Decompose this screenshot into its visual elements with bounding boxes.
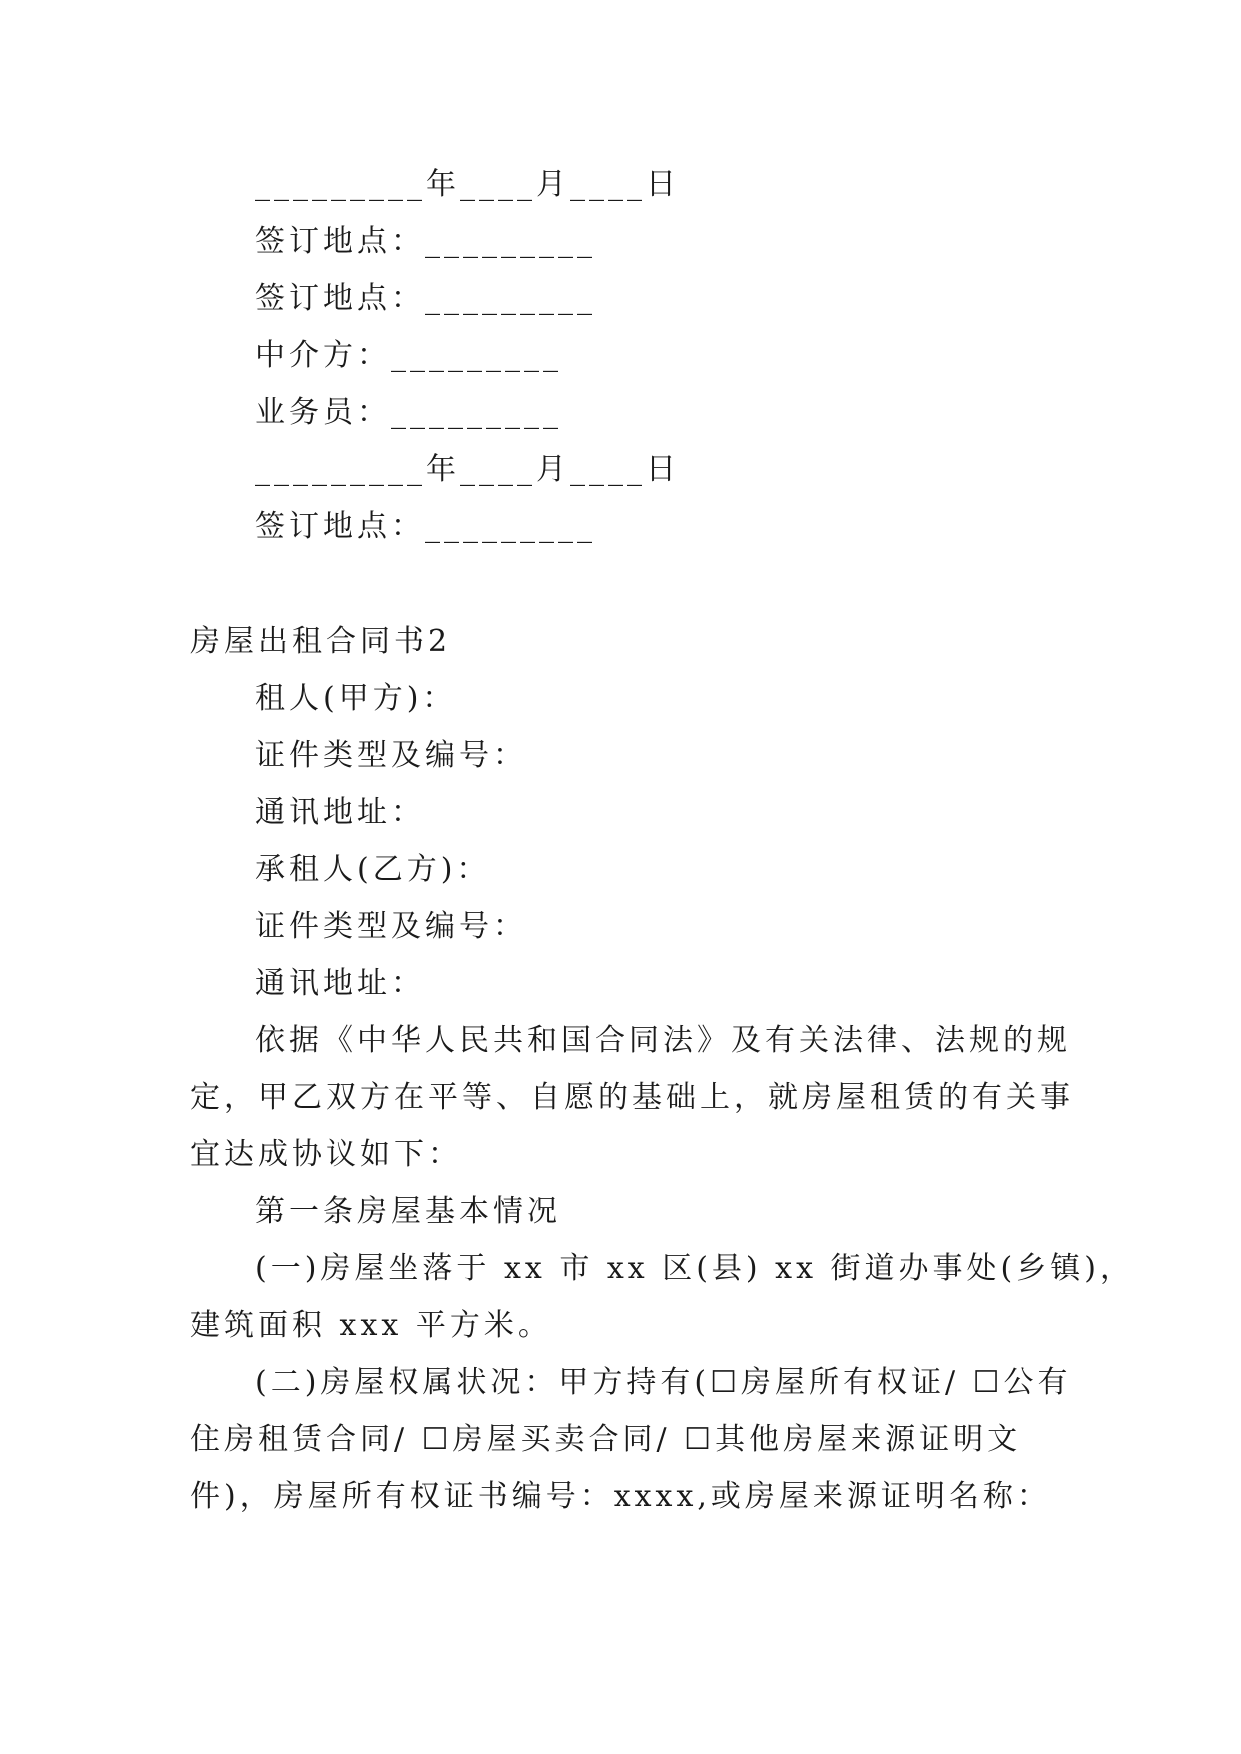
agency-line: 中介方：_________ (255, 338, 562, 373)
intro-paragraph-line: 依据《中华人民共和国合同法》及有关法律、法规的规 (255, 1023, 1071, 1058)
contract-title: 房屋出租合同书2 (190, 624, 452, 659)
item-paragraph-line: 件)，房屋所有权证书编号：xxxx,或房屋来源证明名称： (190, 1479, 1051, 1514)
intro-paragraph-line: 定，甲乙双方在平等、自愿的基础上，就房屋租赁的有关事 (190, 1080, 1074, 1115)
lessee-address-label: 通讯地址： (255, 966, 425, 1001)
item-paragraph-line: (一)房屋坐落于 xx 市 xx 区(县) xx 街道办事处(乡镇)， (255, 1251, 1134, 1286)
item-paragraph-line: 住房租赁合同/ ☐房屋买卖合同/ ☐其他房屋来源证明文 (190, 1422, 1022, 1457)
signing-place-line: 签订地点：_________ (255, 224, 596, 259)
signing-place-line: 签订地点：_________ (255, 281, 596, 316)
salesperson-line: 业务员：_________ (255, 395, 562, 430)
lessor-address-label: 通讯地址： (255, 795, 425, 830)
lessor-id-label: 证件类型及编号： (255, 738, 527, 773)
date-line: _________年____月____日 (255, 167, 680, 202)
item-paragraph-line: 建筑面积 xxx 平方米。 (190, 1308, 552, 1343)
lessee-label: 承租人(乙方)： (255, 852, 491, 887)
signing-place-line: 签订地点：_________ (255, 509, 596, 544)
lessee-id-label: 证件类型及编号： (255, 909, 527, 944)
item-paragraph-line: (二)房屋权属状况：甲方持有(☐房屋所有权证/ ☐公有 (255, 1365, 1072, 1400)
date-line: _________年____月____日 (255, 452, 680, 487)
article-heading: 第一条房屋基本情况 (255, 1194, 561, 1229)
intro-paragraph-line: 宜达成协议如下： (190, 1137, 462, 1172)
lessor-label: 租人(甲方)： (255, 681, 457, 716)
